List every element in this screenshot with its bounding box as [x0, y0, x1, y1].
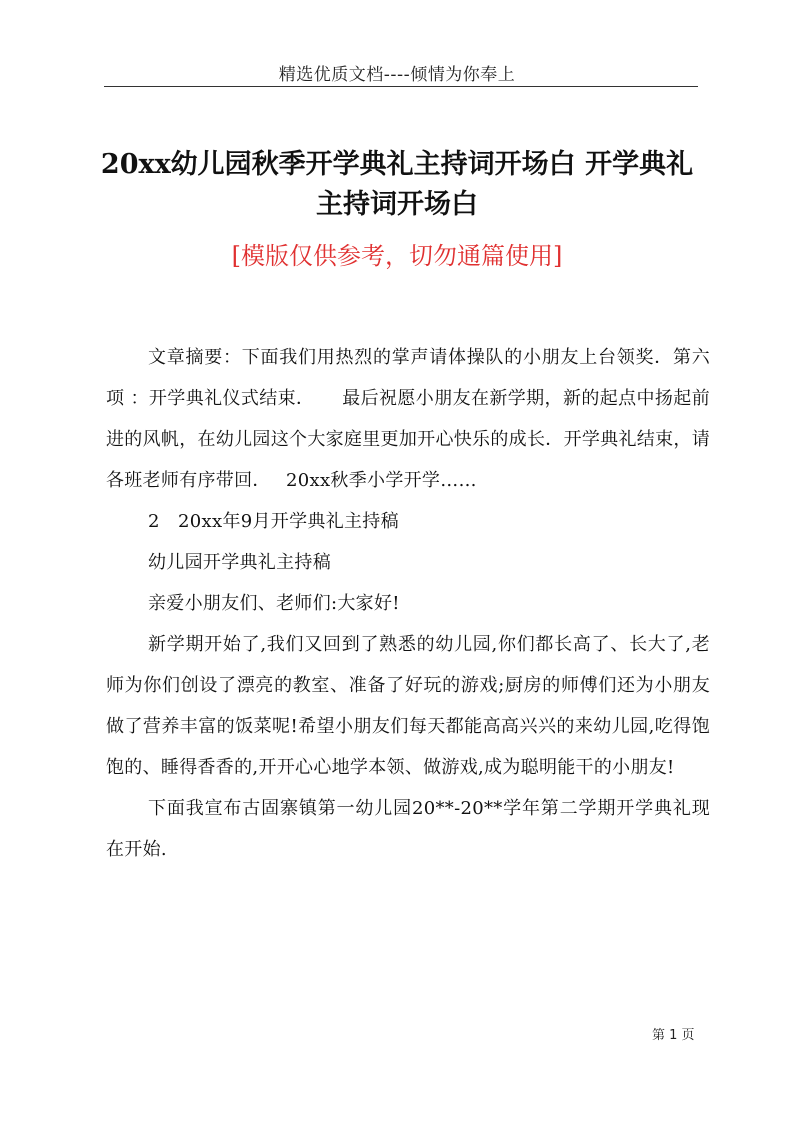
document-body — [106, 337, 710, 870]
paragraph-body: 新学期开始了,我们又回到了熟悉的幼儿园,你们都长高了、长大了,老师为你们创设了漂亮的教室、准备了好玩的游戏;厨房的师傅们还为小朋友做了营养丰富的饭菜呢!希望小朋友们每天都能高高兴兴的来幼儿园,吃得饱饱的、睡得香香的,开开心心地学本领、做游戏,成为聪明能干的小朋友! — [106, 634, 710, 778]
header-divider — [104, 86, 698, 87]
document-subtitle: [模版仅供参考，切勿通篇使用] — [231, 242, 563, 270]
paragraph-greeting: 亲爱小朋友们、老师们:大家好! — [148, 593, 400, 614]
paragraph-announcement: 下面我宣布古固寨镇第一幼儿园20**-20**学年第二学期开学典礼现在开始. — [106, 798, 710, 860]
paragraph-speech-title: 幼儿园开学典礼主持稿 — [148, 552, 331, 573]
document-title: 20xx幼儿园秋季开学典礼主持词开场白 开学典礼主持词开场白 — [100, 149, 694, 220]
page-number: 第 1 页 — [652, 1028, 695, 1043]
paragraph-section-heading: 2 20xx年9月开学典礼主持稿 — [148, 511, 399, 532]
paragraph-summary: 文章摘要：下面我们用热烈的掌声请体操队的小朋友上台领奖．第六项 ：开学典礼仪式结束． 最后祝愿小朋友在新学期，新的起点中扬起前进的风帆，在幼儿园这个大家庭里更加开心快乐的成长．开学典礼结束，请各班老师有序带回． 20xx秋季小学开学…… — [106, 347, 710, 491]
page-header: 精选优质文档----倾情为你奉上 — [278, 65, 516, 85]
